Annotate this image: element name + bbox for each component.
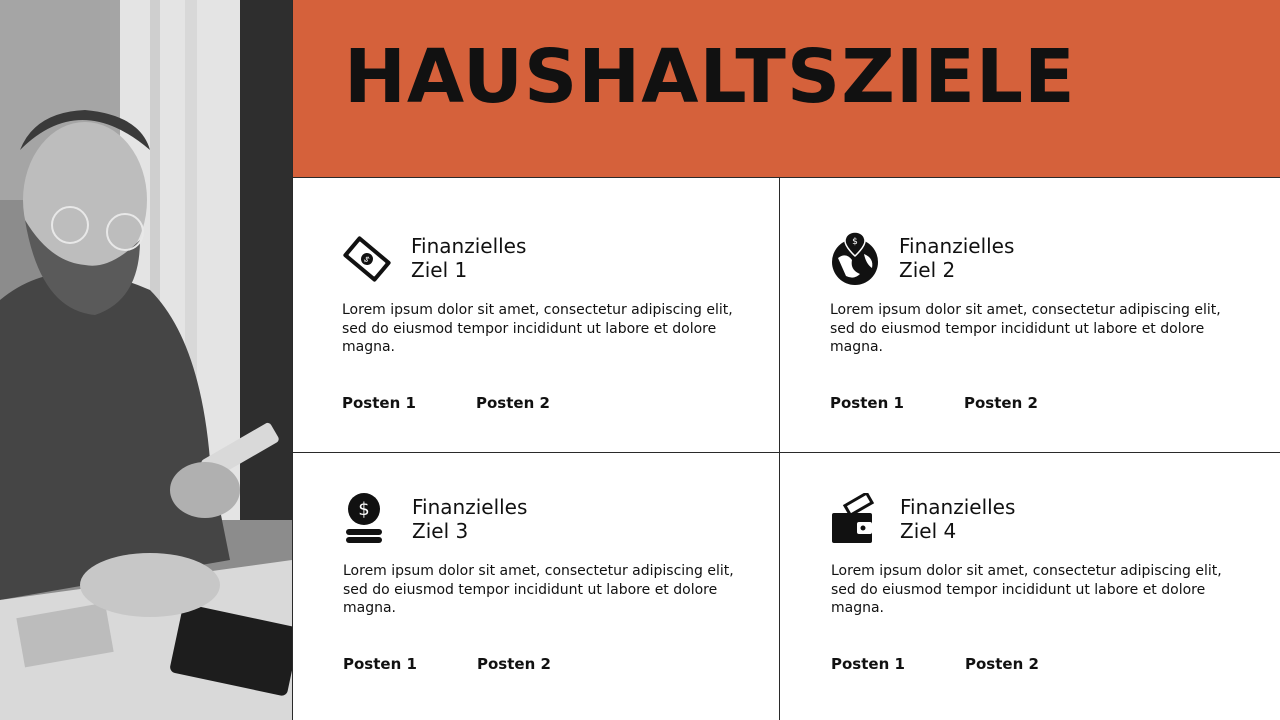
goal-item: Posten 2 <box>965 655 1039 673</box>
header-photo <box>0 0 292 720</box>
goal-item: Posten 2 <box>476 394 550 412</box>
svg-text:$: $ <box>852 237 858 247</box>
goal-heading: Finanzielles Ziel 1 <box>411 234 527 282</box>
page-title: HAUSHALTSZIELE <box>344 34 1076 120</box>
divider-vertical-left <box>292 0 293 720</box>
goal-heading: Finanzielles Ziel 3 <box>412 495 528 543</box>
photo-illustration <box>0 0 292 720</box>
globe-pin-icon <box>830 232 880 286</box>
coin-stack-icon <box>343 493 393 547</box>
divider-horizontal <box>293 452 1280 453</box>
goal-item: Posten 1 <box>831 655 905 673</box>
goal-description: Lorem ipsum dolor sit amet, consectetur adipiscing elit, sed do eiusmod tempor incididunt ut labore et dolore magna. <box>342 302 733 355</box>
goal-item: Posten 2 <box>477 655 551 673</box>
wallet-icon <box>831 493 881 547</box>
money-bill-icon <box>342 232 392 286</box>
goal-item: Posten 1 <box>342 394 416 412</box>
goal-description: Lorem ipsum dolor sit amet, consectetur adipiscing elit, sed do eiusmod tempor incididunt ut labore et dolore magna. <box>830 302 1221 355</box>
title-banner <box>292 0 1280 178</box>
goal-item: Posten 1 <box>830 394 904 412</box>
goal-heading: Finanzielles Ziel 2 <box>899 234 1015 282</box>
svg-text:$: $ <box>358 499 370 520</box>
goal-description: Lorem ipsum dolor sit amet, consectetur adipiscing elit, sed do eiusmod tempor incididunt ut labore et dolore magna. <box>831 563 1222 616</box>
svg-text:$: $ <box>361 254 372 265</box>
goal-item: Posten 1 <box>343 655 417 673</box>
divider-vertical-middle <box>779 178 780 720</box>
goal-item: Posten 2 <box>964 394 1038 412</box>
goal-heading: Finanzielles Ziel 4 <box>900 495 1016 543</box>
goal-description: Lorem ipsum dolor sit amet, consectetur adipiscing elit, sed do eiusmod tempor incididunt ut labore et dolore magna. <box>343 563 734 616</box>
